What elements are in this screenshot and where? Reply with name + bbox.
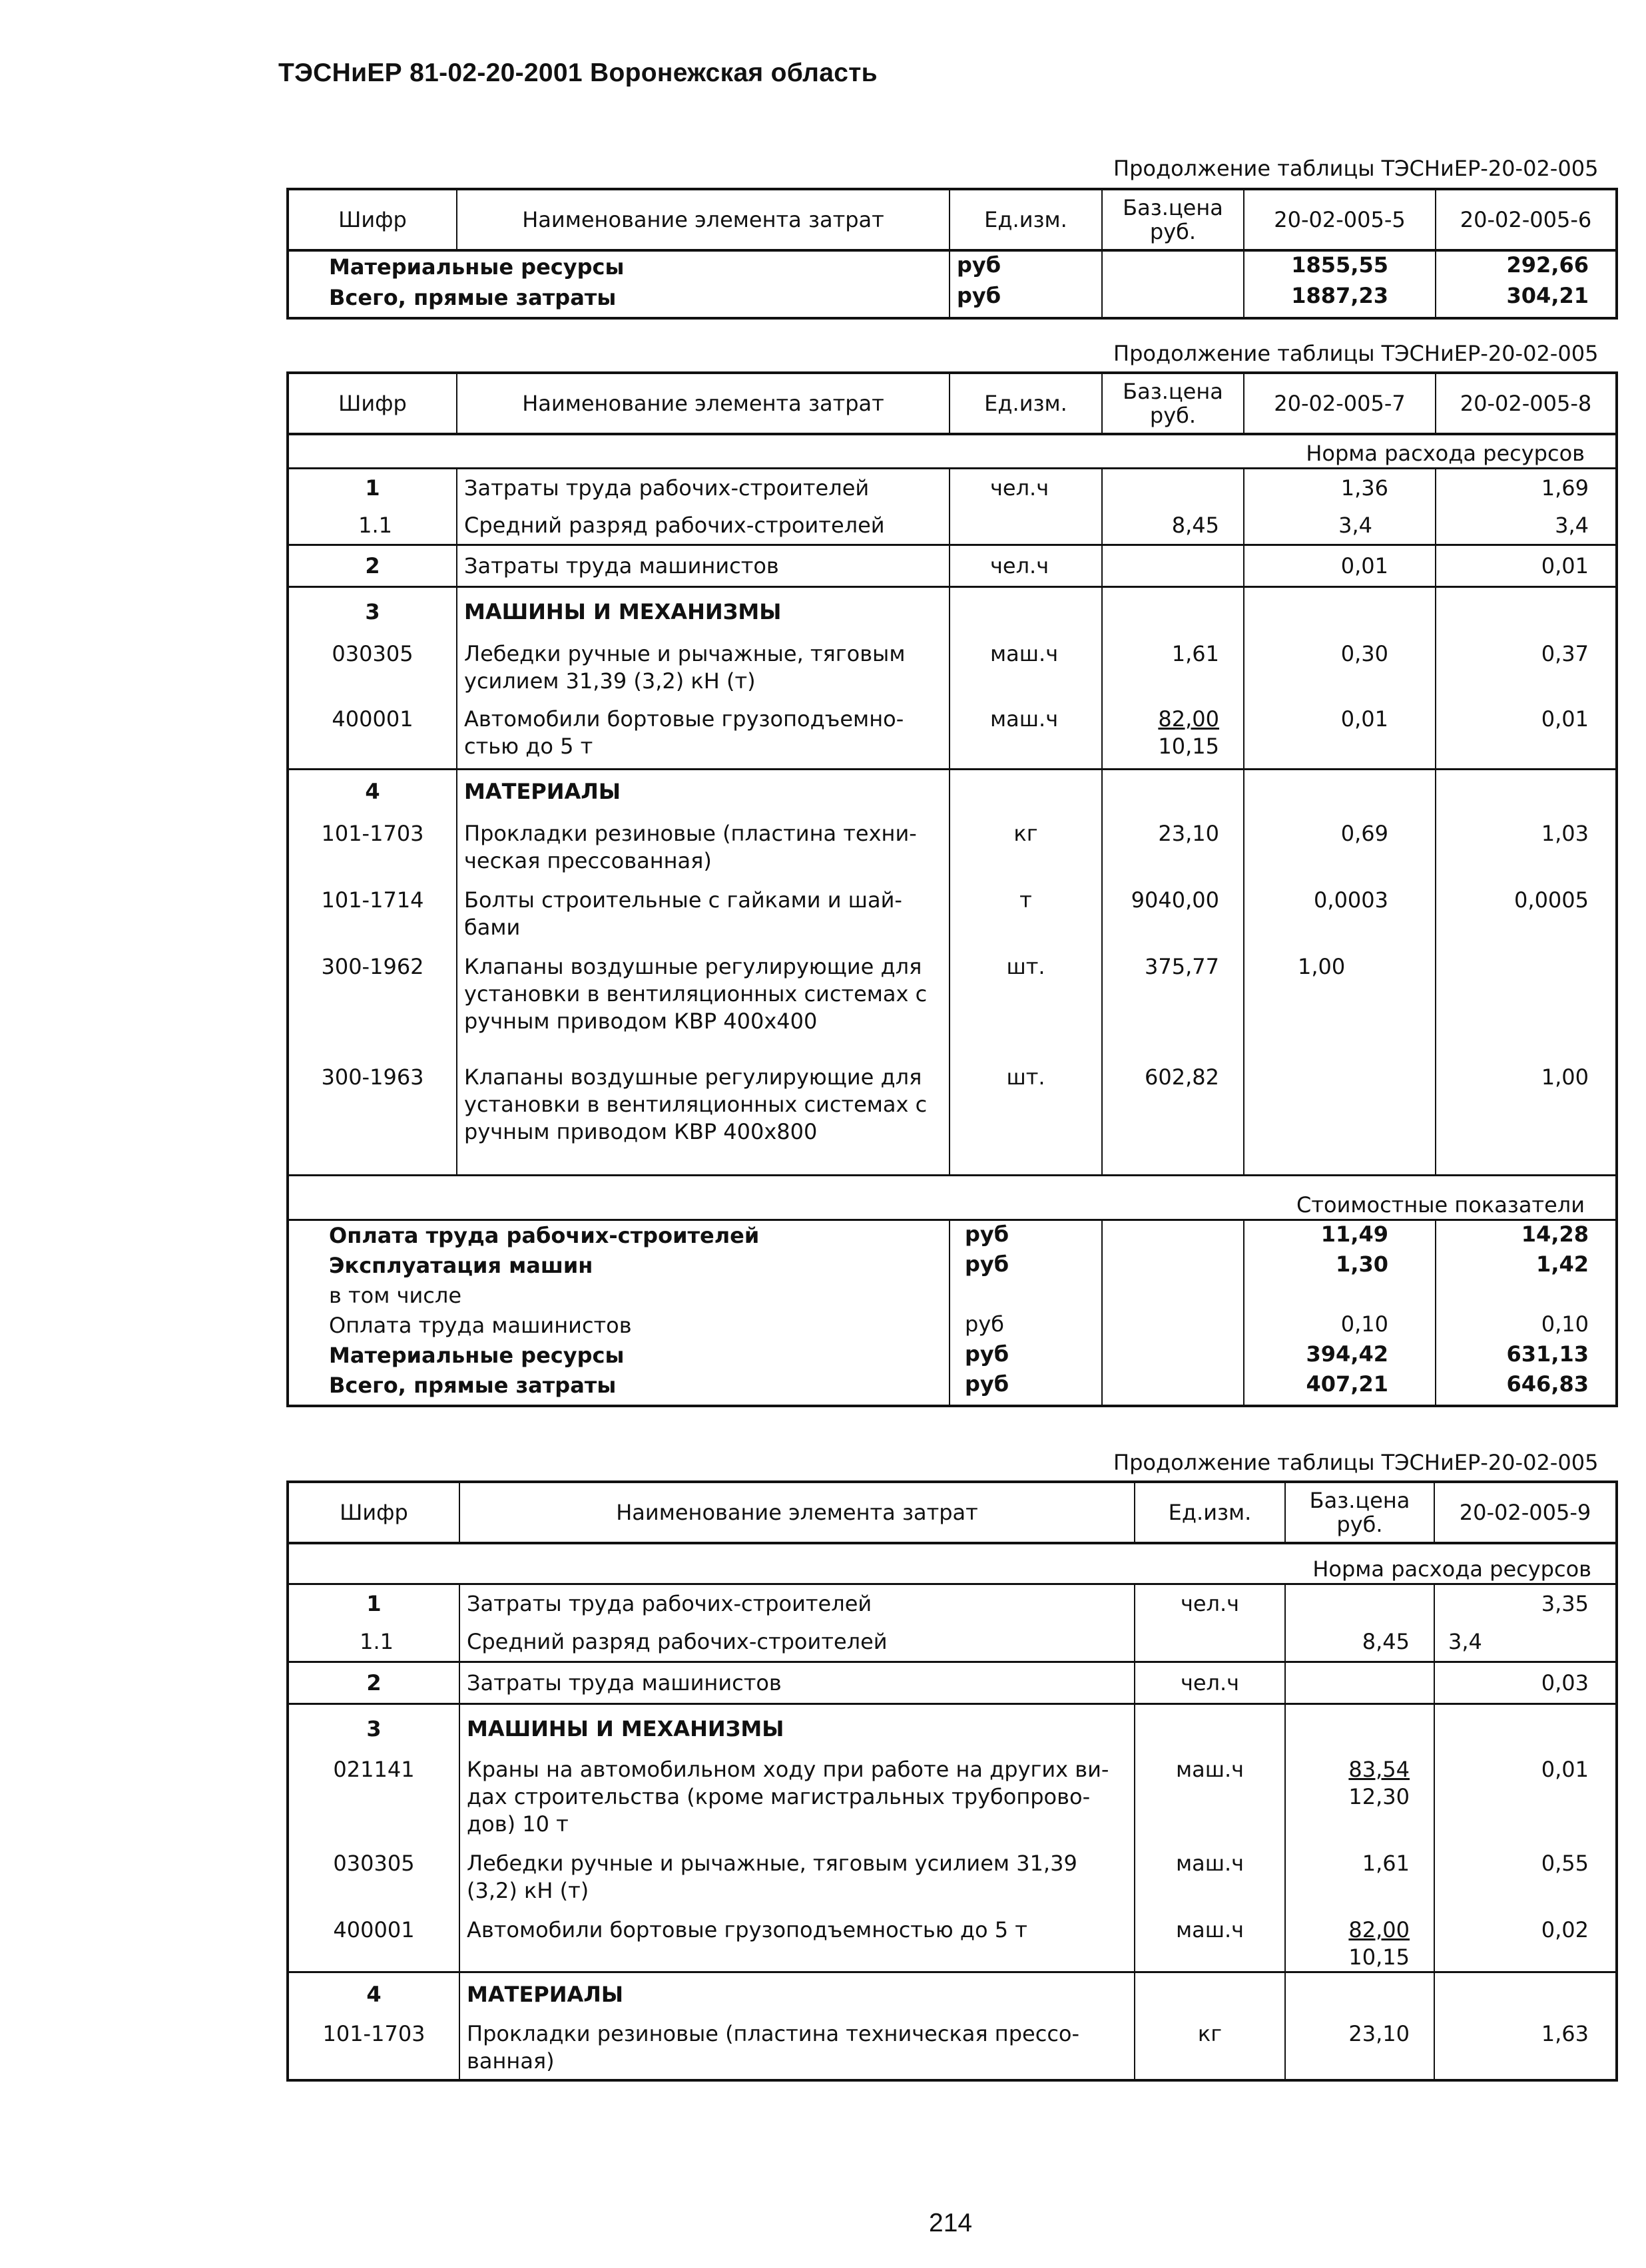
row-unit: кг [1135,2008,1285,2080]
header-col-6: 20-02-005-6 [1436,189,1617,250]
table3-header-row [288,1482,1617,1543]
row-price [1102,545,1244,587]
row-code: 2 [288,1662,459,1704]
row-value-2: 646,83 [1436,1371,1617,1406]
table1-header-row [288,189,1617,250]
header-code: Шифр [288,189,457,250]
row-value-1: 1,30 [1244,1251,1436,1281]
table2-continuation-caption: Продолжение таблицы ТЭСНиЕР-20-02-005 [1113,341,1599,366]
row-name: Краны на автомобильном ходу при работе на других ви-дах строительства (кроме магистральных трубопрово-дов) 10 т [459,1743,1135,1838]
row-code: 1.1 [288,507,457,545]
row-unit: чел.ч [1135,1662,1285,1704]
row-value-1: 3,4 [1434,1622,1617,1662]
table-row [288,282,1617,318]
header-unit: Ед.изм. [950,189,1102,250]
row-value-1: 1,00 [1244,941,1436,1064]
row-value-1: 1,63 [1434,2008,1617,2080]
row-price [1102,282,1244,318]
row-unit [950,507,1102,545]
row-price [1102,250,1244,282]
table-row [288,875,1617,941]
row-value-2: 1,03 [1436,805,1617,875]
row-value-2: 0,01 [1436,545,1617,587]
row-price [1285,1584,1434,1623]
table1-continuation-caption: Продолжение таблицы ТЭСНиЕР-20-02-005 [1113,156,1599,181]
header-unit: Ед.изм. [1135,1482,1285,1543]
row-name: Оплата труда машинистов [288,1311,950,1341]
row-price [1102,695,1244,770]
row-code: 2 [288,545,457,587]
row-code: 4 [288,1972,459,2009]
row-name: Средний разряд рабочих-строителей [459,1622,1135,1662]
row-unit: руб [950,1341,1102,1371]
norm-label-row [288,434,1617,469]
header-base-price: Баз.цена руб. [1102,189,1244,250]
price-main: 82,00 [1348,1917,1410,1942]
row-price: 8,45 [1102,507,1244,545]
cost-label: Стоимостные показатели [288,1176,1617,1220]
row-value-1: 0,01 [1244,695,1436,770]
row-price: 23,10 [1102,805,1244,875]
row-name: Материальные ресурсы [288,250,950,282]
row-name: Затраты труда рабочих-строителей [459,1584,1135,1623]
row-value-1: 407,21 [1244,1371,1436,1406]
table-row [288,1838,1617,1905]
row-value-1: 3,35 [1434,1584,1617,1623]
row-value-2: 631,13 [1436,1341,1617,1371]
price-main: 82,00 [1158,706,1219,732]
row-value-1: 1,36 [1244,469,1436,507]
row-value-1: 11,49 [1244,1220,1436,1251]
row-code: 300-1963 [288,1064,457,1176]
row-name: Всего, прямые затраты [288,1371,950,1406]
row-value-1: 0,01 [1244,545,1436,587]
row-name: Клапаны воздушные регулирующие для установки в вентиляционных системах с ручным приводом КВР 400x800 [457,1064,950,1176]
table-row [288,1281,1617,1311]
section-row [288,587,1617,626]
row-unit: руб [950,282,1102,318]
row-code: 101-1714 [288,875,457,941]
header-base-price: Баз.цена руб. [1102,373,1244,434]
row-code: 030305 [288,1838,459,1905]
table-row [288,1622,1617,1662]
row-value-1: 394,42 [1244,1341,1436,1371]
row-value-2: 0,01 [1436,695,1617,770]
row-value-2: 14,28 [1436,1220,1617,1251]
norm-label: Норма расхода ресурсов [288,434,1617,469]
table-row [288,1662,1617,1704]
row-value-1: 0,03 [1434,1662,1617,1704]
row-name: МАШИНЫ И МЕХАНИЗМЫ [459,1704,1135,1743]
row-name: Лебедки ручные и рычажные, тяговым усилием 31,39 (3,2) кН (т) [459,1838,1135,1905]
row-name: в том числе [288,1281,950,1311]
table-row [288,545,1617,587]
row-value-1: 0,55 [1434,1838,1617,1905]
row-name: Средний разряд рабочих-строителей [457,507,950,545]
header-name: Наименование элемента затрат [457,373,950,434]
cost-label-row [288,1176,1617,1220]
header-col-5: 20-02-005-5 [1244,189,1436,250]
row-unit: т [950,875,1102,941]
table2 [286,371,1618,1407]
row-value-2: 1,42 [1436,1251,1617,1281]
row-name: Лебедки ручные и рычажные, тяговым усилием 31,39 (3,2) кН (т) [457,626,950,695]
row-value-2: 1,69 [1436,469,1617,507]
row-code: 101-1703 [288,2008,459,2080]
table-row [288,1064,1617,1176]
price-sub: 12,30 [1348,1784,1410,1809]
table2-header-row [288,373,1617,434]
table-row [288,2008,1617,2080]
norm-label: Норма расхода ресурсов [288,1543,1617,1584]
table-row [288,507,1617,545]
row-name: Болты строительные с гайками и шай-бами [457,875,950,941]
row-code: 101-1703 [288,805,457,875]
row-value-1: 0,0003 [1244,875,1436,941]
row-name: Всего, прямые затраты [288,282,950,318]
section-row [288,1972,1617,2009]
row-code: 3 [288,587,457,626]
row-name: Прокладки резиновые (пластина техни-ческая прессованная) [457,805,950,875]
table-row [288,805,1617,875]
row-name: МАТЕРИАЛЫ [457,770,950,806]
row-value-1: 0,02 [1434,1905,1617,1972]
table-row [288,1584,1617,1623]
page-number: 214 [929,2209,973,2237]
row-code: 1 [288,469,457,507]
row-price [1285,1905,1434,1972]
header-name: Наименование элемента затрат [459,1482,1135,1543]
table-row [288,1905,1617,1972]
table-row [288,1251,1617,1281]
row-price: 1,61 [1285,1838,1434,1905]
row-name: Затраты труда машинистов [457,545,950,587]
row-code: 1.1 [288,1622,459,1662]
table-row [288,250,1617,282]
row-value-2: 304,21 [1436,282,1617,318]
row-name: Автомобили бортовые грузоподъемно-стью до 5 т [457,695,950,770]
row-value-1: 1855,55 [1244,250,1436,282]
table1 [286,188,1618,320]
row-value-1: 0,69 [1244,805,1436,875]
row-unit: руб [950,1220,1102,1251]
row-code: 3 [288,1704,459,1743]
row-name: Оплата труда рабочих-строителей [288,1220,950,1251]
header-col-7: 20-02-005-7 [1244,373,1436,434]
row-unit: чел.ч [950,545,1102,587]
table-row [288,626,1617,695]
norm-label-row [288,1543,1617,1584]
row-unit: маш.ч [1135,1743,1285,1838]
row-unit: руб [950,1371,1102,1406]
header-code: Шифр [288,1482,459,1543]
section-row [288,770,1617,806]
price-main: 83,54 [1348,1757,1410,1782]
header-col-8: 20-02-005-8 [1436,373,1617,434]
row-value-2: 1,00 [1436,1064,1617,1176]
row-value-1 [1244,1064,1436,1176]
section-row [288,1704,1617,1743]
table-row [288,1341,1617,1371]
row-code: 021141 [288,1743,459,1838]
row-code: 1 [288,1584,459,1623]
row-price: 602,82 [1102,1064,1244,1176]
row-value-2: 3,4 [1436,507,1617,545]
row-value-2: 0,10 [1436,1311,1617,1341]
row-value-2: 0,37 [1436,626,1617,695]
row-unit: маш.ч [950,626,1102,695]
price-sub: 10,15 [1158,734,1219,759]
header-base-price: Баз.цена руб. [1285,1482,1434,1543]
row-value-1 [1244,1281,1436,1311]
row-price [1285,1662,1434,1704]
row-value-1: 0,30 [1244,626,1436,695]
price-sub: 10,15 [1348,1944,1410,1970]
row-price: 8,45 [1285,1622,1434,1662]
row-code: 030305 [288,626,457,695]
table-row [288,1371,1617,1406]
row-unit: руб [950,250,1102,282]
row-code: 4 [288,770,457,806]
row-name: МАШИНЫ И МЕХАНИЗМЫ [457,587,950,626]
table-row [288,1311,1617,1341]
row-price: 9040,00 [1102,875,1244,941]
row-name: Автомобили бортовые грузоподъемностью до 5 т [459,1905,1135,1972]
row-price: 1,61 [1102,626,1244,695]
row-name: МАТЕРИАЛЫ [459,1972,1135,2009]
row-unit [1135,1622,1285,1662]
document-title: ТЭСНиЕР 81-02-20-2001 Воронежская область [278,59,878,87]
row-name: Затраты труда рабочих-строителей [457,469,950,507]
table3 [286,1480,1618,2082]
row-value-2 [1436,941,1617,1064]
table3-continuation-caption: Продолжение таблицы ТЭСНиЕР-20-02-005 [1113,1450,1599,1475]
row-unit: кг [950,805,1102,875]
row-unit: чел.ч [1135,1584,1285,1623]
row-code: 400001 [288,1905,459,1972]
header-code: Шифр [288,373,457,434]
row-name: Прокладки резиновые (пластина техническая прессо-ванная) [459,2008,1135,2080]
row-unit [950,1281,1102,1311]
row-value-1: 1887,23 [1244,282,1436,318]
row-unit: шт. [950,1064,1102,1176]
row-value-1: 0,10 [1244,1311,1436,1341]
row-unit: маш.ч [1135,1905,1285,1972]
header-unit: Ед.изм. [950,373,1102,434]
row-unit: чел.ч [950,469,1102,507]
row-unit: маш.ч [1135,1838,1285,1905]
header-col-9: 20-02-005-9 [1434,1482,1617,1543]
table-row [288,941,1617,1064]
row-code: 400001 [288,695,457,770]
row-unit: шт. [950,941,1102,1064]
row-unit: руб [950,1251,1102,1281]
row-name: Материальные ресурсы [288,1341,950,1371]
table-row [288,469,1617,507]
row-name: Клапаны воздушные регулирующие для установки в вентиляционных системах с ручным приводом КВР 400x400 [457,941,950,1064]
header-name: Наименование элемента затрат [457,189,950,250]
row-unit: руб [950,1311,1102,1341]
row-price: 375,77 [1102,941,1244,1064]
row-value-2: 0,0005 [1436,875,1617,941]
table-row [288,695,1617,770]
row-name: Затраты труда машинистов [459,1662,1135,1704]
row-value-2: 292,66 [1436,250,1617,282]
row-name: Эксплуатация машин [288,1251,950,1281]
row-value-1: 3,4 [1244,507,1436,545]
row-price [1285,1743,1434,1838]
row-price: 23,10 [1285,2008,1434,2080]
row-price [1102,469,1244,507]
table-row [288,1743,1617,1838]
row-value-2 [1436,1281,1617,1311]
row-value-1: 0,01 [1434,1743,1617,1838]
table-row [288,1220,1617,1251]
row-code: 300-1962 [288,941,457,1064]
row-unit: маш.ч [950,695,1102,770]
